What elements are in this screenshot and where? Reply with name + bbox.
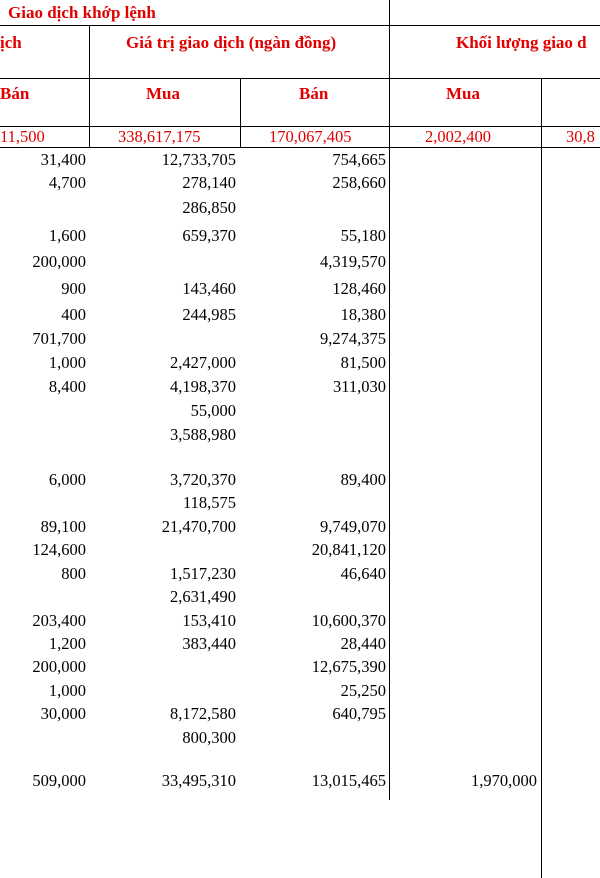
grid-line-h1	[0, 25, 600, 26]
cell-row11-buy-value: 55,000	[190, 401, 236, 420]
cell-row3-buy-value: 286,850	[182, 198, 236, 217]
cell-row8-sell-value: 9,274,375	[320, 329, 386, 348]
cell-row13-sell-value: 89,400	[340, 470, 386, 489]
cell-row12-buy-value: 3,588,980	[170, 425, 236, 444]
cell-row15-col1: 89,100	[40, 517, 86, 536]
cell-row6-buy-value: 143,460	[182, 279, 236, 298]
cell-row24-buy-value: 800,300	[182, 728, 236, 747]
header-col1-partial: ịch	[0, 33, 22, 52]
header-volume-group: Khối lượng giao d	[456, 33, 587, 52]
cell-row17-sell-value: 46,640	[340, 564, 386, 583]
grid-line-v4	[541, 78, 542, 878]
cell-row4-col1: 1,600	[48, 226, 86, 245]
total-buy-volume: 2,002,400	[425, 127, 491, 146]
cell-row14-buy-value: 118,575	[182, 493, 236, 512]
cell-row1-col1: 31,400	[40, 150, 86, 169]
cell-row23-col1: 30,000	[40, 704, 86, 723]
cell-row9-buy-value: 2,427,000	[170, 353, 236, 372]
total-sell-value: 170,067,405	[269, 127, 352, 146]
cell-row20-col1: 1,200	[48, 634, 86, 653]
cell-row19-buy-value: 153,410	[182, 611, 236, 630]
cell-row5-sell-value: 4,319,570	[320, 252, 386, 271]
grid-line-v3	[389, 0, 390, 800]
header-value-group: Giá trị giao dịch (ngàn đồng)	[126, 33, 337, 52]
cell-row17-col1: 800	[61, 564, 86, 583]
cell-row4-sell-value: 55,180	[340, 226, 386, 245]
cell-row1-sell-value: 754,665	[332, 150, 386, 169]
cell-row2-buy-value: 278,140	[182, 173, 236, 192]
cell-row10-col1: 8,400	[48, 377, 86, 396]
grid-line-h2	[0, 78, 600, 79]
cell-row10-sell-value: 311,030	[332, 377, 386, 396]
cell-row15-buy-value: 21,470,700	[161, 517, 236, 536]
header-sell: Bán	[299, 84, 329, 103]
grid-line-h4	[0, 147, 600, 148]
cell-row2-sell-value: 258,660	[332, 173, 386, 192]
header-buy: Mua	[146, 84, 180, 103]
cell-row10-buy-value: 4,198,370	[170, 377, 236, 396]
cell-row20-buy-value: 383,440	[182, 634, 236, 653]
cell-row13-buy-value: 3,720,370	[170, 470, 236, 489]
header-sell-left: Bán	[0, 84, 30, 103]
cell-row23-sell-value: 640,795	[332, 704, 386, 723]
cell-row6-sell-value: 128,460	[332, 279, 386, 298]
section-title: Giao dịch khớp lệnh	[8, 3, 156, 22]
cell-row9-sell-value: 81,500	[340, 353, 386, 372]
cell-row22-col1: 1,000	[48, 681, 86, 700]
grid-line-v5	[240, 127, 241, 147]
cell-row1-buy-value: 12,733,705	[161, 150, 236, 169]
cell-row6-col1: 900	[61, 279, 86, 298]
cell-row18-buy-value: 2,631,490	[170, 587, 236, 606]
total-buy-value: 338,617,175	[118, 127, 201, 146]
cell-row21-col1: 200,000	[32, 657, 86, 676]
cell-row8-col1: 701,700	[32, 329, 86, 348]
cell-row9-col1: 1,000	[48, 353, 86, 372]
cell-row17-buy-value: 1,517,230	[170, 564, 236, 583]
cell-row2-col1: 4,700	[48, 173, 86, 192]
cell-row7-buy-value: 244,985	[182, 305, 236, 324]
total-col1: 11,500	[0, 127, 45, 146]
cell-row19-sell-value: 10,600,370	[311, 611, 386, 630]
total-col5: 30,8	[566, 127, 595, 146]
cell-row7-col1: 400	[61, 305, 86, 324]
header-volume-buy: Mua	[446, 84, 480, 103]
grid-line-v6	[89, 127, 90, 147]
cell-row21-sell-value: 12,675,390	[311, 657, 386, 676]
cell-row20-sell-value: 28,440	[340, 634, 386, 653]
cell-row15-sell-value: 9,749,070	[320, 517, 386, 536]
cell-row23-buy-value: 8,172,580	[170, 704, 236, 723]
grid-line-v2	[240, 78, 241, 126]
cell-row25-buy-volume: 1,970,000	[471, 771, 537, 790]
cell-row16-sell-value: 20,841,120	[311, 540, 386, 559]
cell-row25-col1: 509,000	[32, 771, 86, 790]
cell-row25-buy-value: 33,495,310	[161, 771, 236, 790]
cell-row19-col1: 203,400	[32, 611, 86, 630]
cell-row4-buy-value: 659,370	[182, 226, 236, 245]
cell-row25-sell-value: 13,015,465	[311, 771, 386, 790]
cell-row16-col1: 124,600	[32, 540, 86, 559]
cell-row22-sell-value: 25,250	[340, 681, 386, 700]
cell-row5-col1: 200,000	[32, 252, 86, 271]
cell-row13-col1: 6,000	[48, 470, 86, 489]
cell-row7-sell-value: 18,380	[340, 305, 386, 324]
